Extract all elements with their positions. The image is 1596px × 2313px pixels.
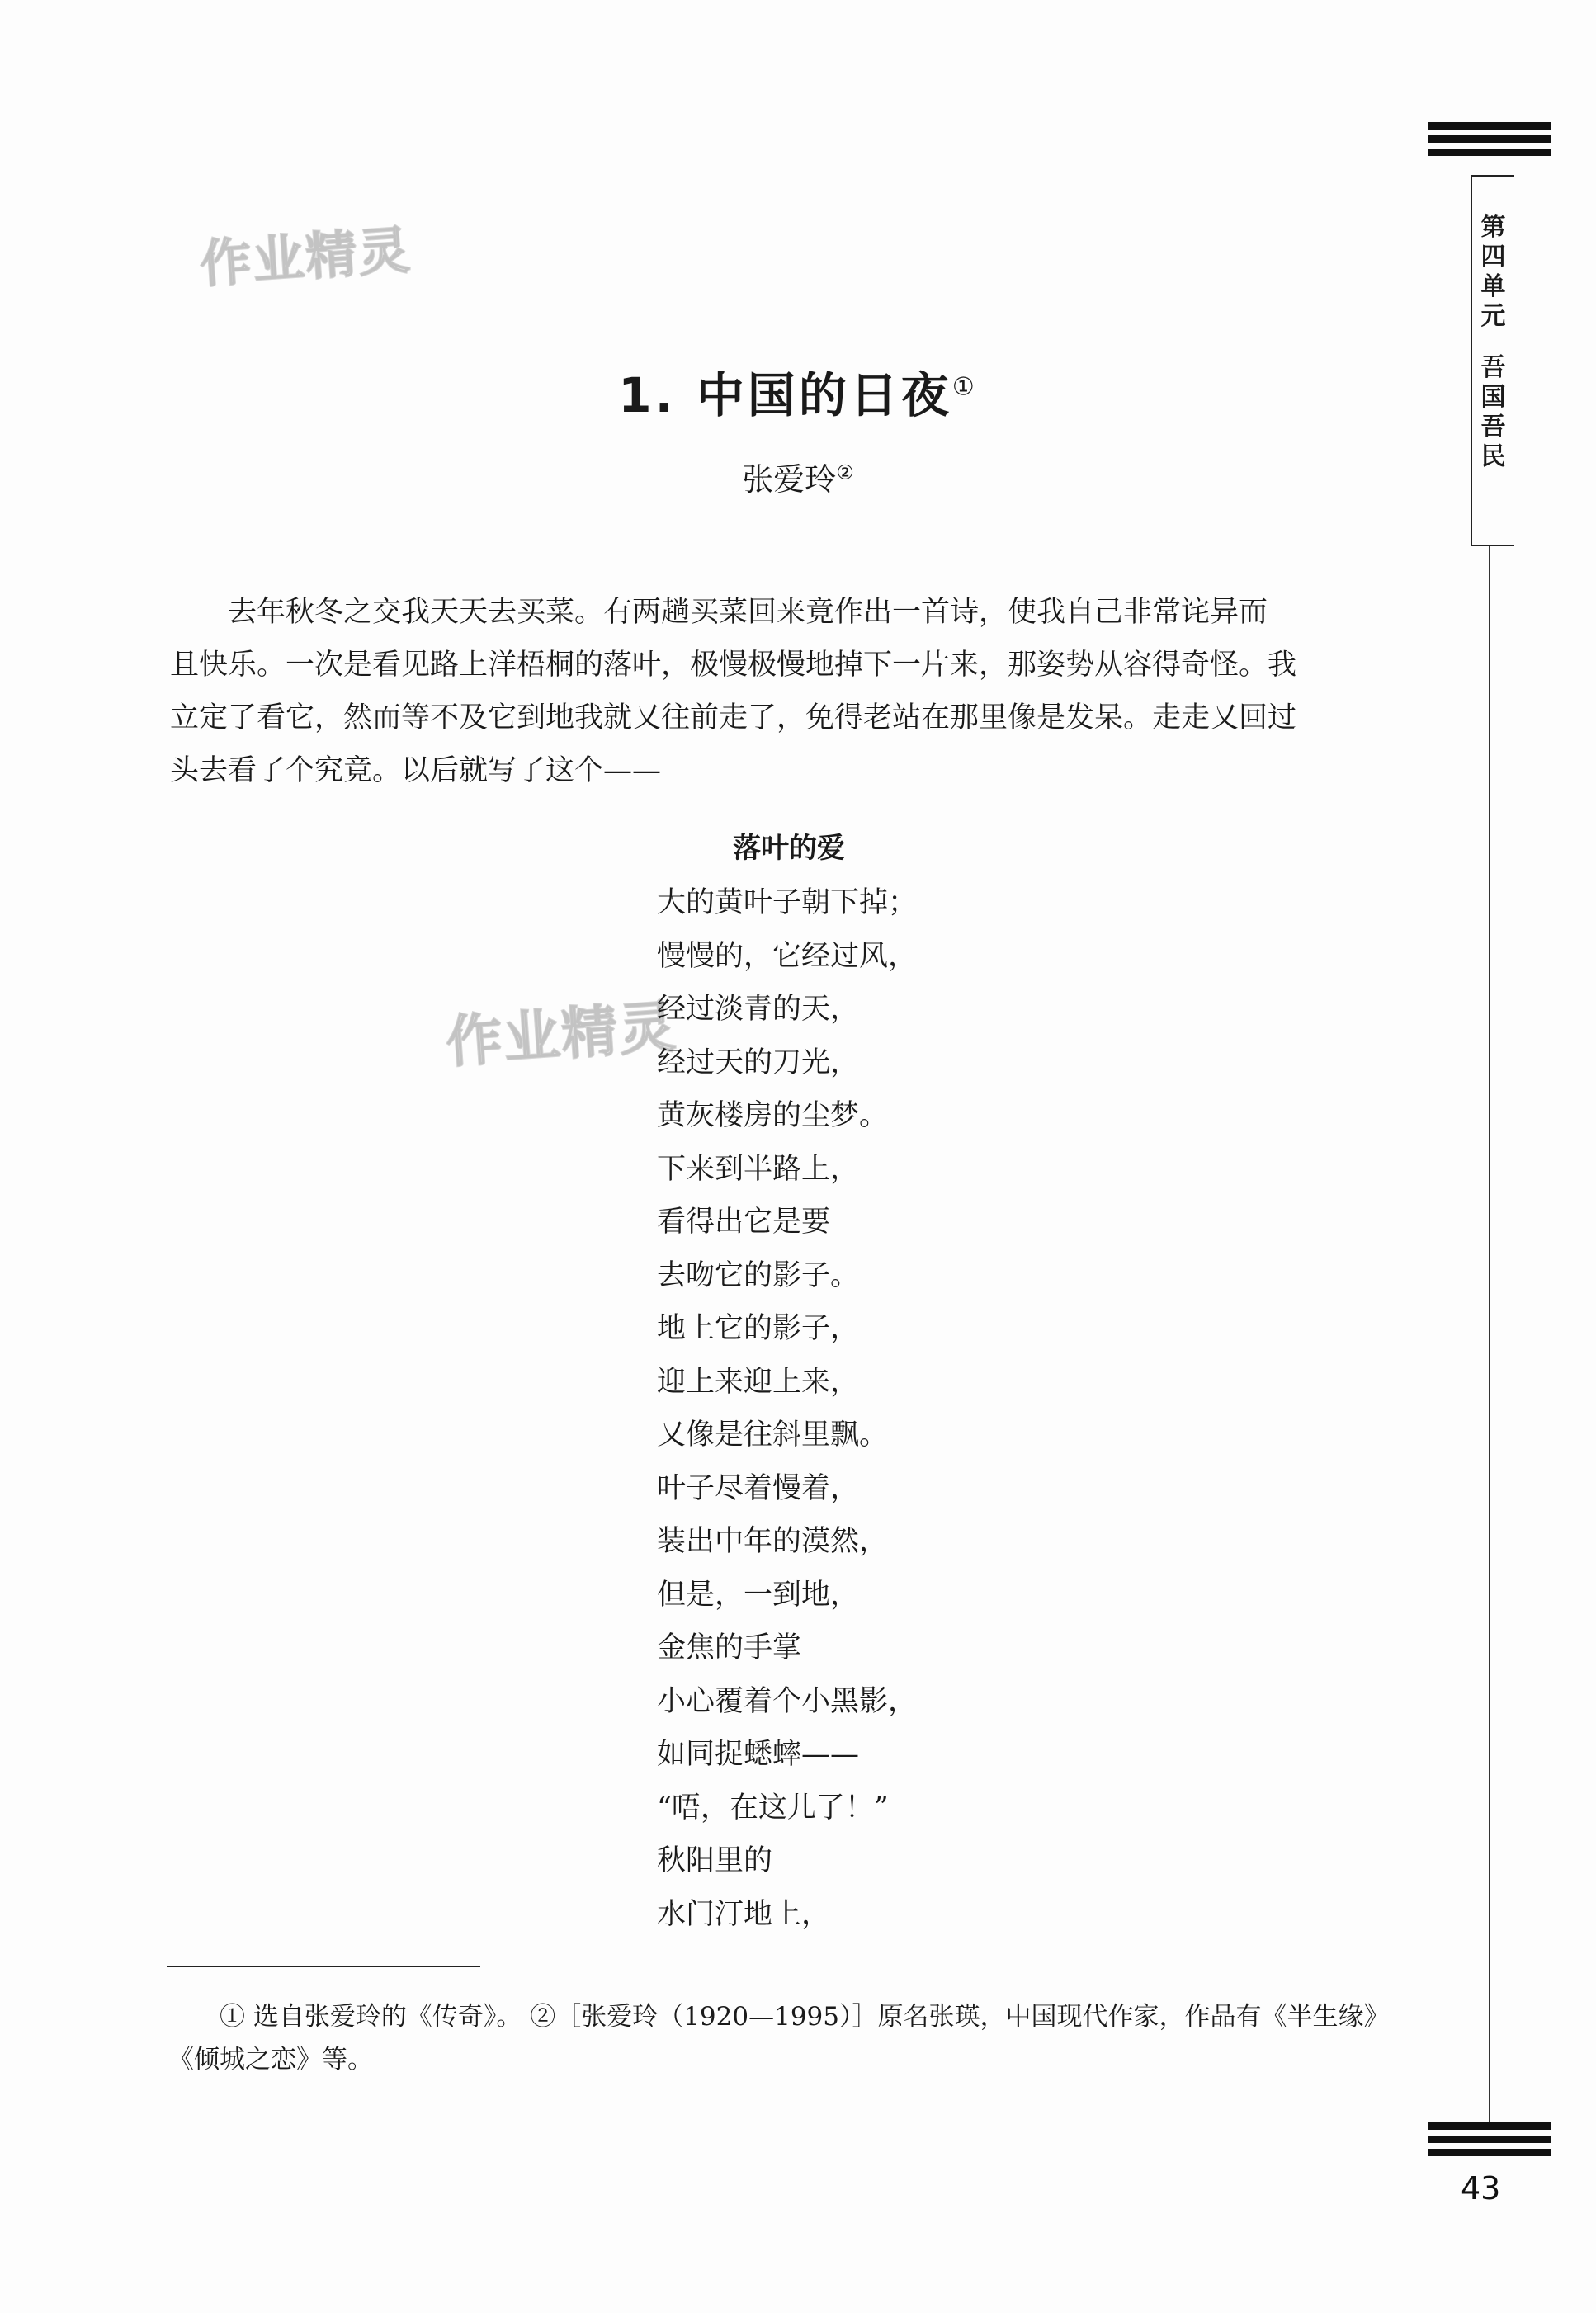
intro-paragraph xyxy=(170,586,1424,797)
margin-rule xyxy=(1489,546,1490,2122)
poem-line: 慢慢的，它经过风， xyxy=(657,939,918,973)
top-decorative-bars xyxy=(1428,122,1551,162)
poem-line: “唔，在这儿了！” xyxy=(657,1791,889,1824)
poem-line: 又像是往斜里飘。 xyxy=(657,1418,889,1452)
prose-line: 头去看了个究竟。以后就写了这个—— xyxy=(170,754,662,787)
footnote-line: ① 选自张爱玲的《传奇》。 ②［张爱玲（1920—1995）］原名张瑛，中国现代作家，作品有《半生缘》 xyxy=(168,2002,1390,2032)
bottom-decorative-bars xyxy=(1428,2122,1551,2162)
page-title xyxy=(0,356,1596,426)
author-footnote-marker: ② xyxy=(836,460,854,484)
poem-line: 叶子尽着慢着， xyxy=(657,1471,860,1505)
prose-line: 立定了看它，然而等不及它到地我就又往前走了，免得老站在那里像是发呆。走走又回过 xyxy=(170,701,1297,734)
footnote-line: 《倾城之恋》等。 xyxy=(168,2045,373,2075)
poem-line: 如同捉蟋蟀—— xyxy=(657,1738,860,1771)
title-text: 1. 中国的日夜 xyxy=(618,367,952,423)
poem-line: 经过天的刀光， xyxy=(657,1046,860,1079)
poem-line: 经过淡青的天， xyxy=(657,993,860,1026)
prose-line: 去年秋冬之交我天天去买菜。有两趟买菜回来竟作出一首诗，使我自己非常诧异而 xyxy=(170,596,1268,629)
poem-line: 金焦的手掌 xyxy=(657,1631,802,1664)
poem-line: 下来到半路上， xyxy=(657,1152,860,1186)
footnotes xyxy=(168,1995,1423,2081)
unit-title: 吾国吾民 xyxy=(1480,353,1506,471)
poem-line: 但是，一到地， xyxy=(657,1578,860,1612)
title-footnote-marker: ① xyxy=(951,372,978,402)
poem-line: 秋阳里的 xyxy=(657,1844,773,1877)
watermark: 作业精灵 xyxy=(444,994,679,1076)
poem-title: 落叶的爱 xyxy=(733,832,845,865)
footnote-divider xyxy=(167,1966,480,1967)
prose-line: 且快乐。一次是看见路上洋梧桐的落叶，极慢极慢地掉下一片来，那姿势从容得奇怪。我 xyxy=(170,649,1297,682)
author xyxy=(0,454,1596,499)
poem-line: 去吻它的影子。 xyxy=(657,1258,860,1292)
author-name: 张爱玲 xyxy=(742,461,837,498)
page-number: 43 xyxy=(1461,2170,1501,2207)
watermark: 作业精灵 xyxy=(198,219,413,295)
poem-line: 装出中年的漠然， xyxy=(657,1525,889,1558)
poem-body xyxy=(657,876,917,1941)
poem-line: 黄灰楼房的尘梦。 xyxy=(657,1099,889,1132)
poem-line: 看得出它是要 xyxy=(657,1206,831,1239)
poem-line: 大的黄叶子朝下掉； xyxy=(657,886,918,919)
poem-line: 地上它的影子， xyxy=(657,1312,860,1345)
poem-line: 小心覆着个小黑影， xyxy=(657,1684,918,1718)
poem-line: 迎上来迎上来， xyxy=(657,1365,860,1399)
unit-label: 第四单元 xyxy=(1480,213,1506,331)
poem-line: 水门汀地上， xyxy=(657,1897,831,1931)
